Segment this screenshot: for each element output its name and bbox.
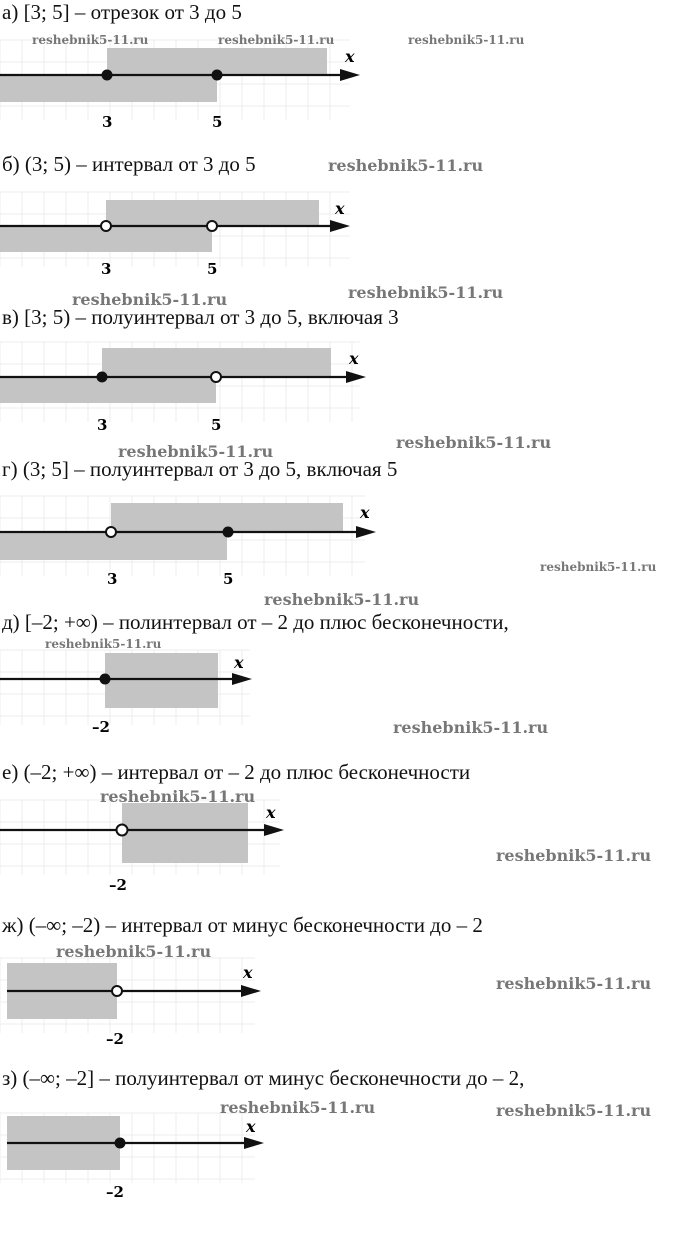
shade-region: [105, 653, 218, 708]
point-closed: [100, 674, 111, 685]
watermark: reshebnik5-11.ru: [496, 1101, 652, 1120]
point-closed: [102, 70, 113, 81]
axis-label: x: [335, 199, 345, 218]
watermark: reshebnik5-11.ru: [328, 156, 484, 175]
point-open: [106, 527, 116, 537]
item-heading: ж) (–∞; –2) – интервал от минус бесконечности до – 2: [2, 913, 483, 937]
axis-arrow: [356, 526, 376, 538]
point-open: [101, 221, 111, 231]
axis-label: x: [349, 349, 359, 368]
axis-label: x: [266, 803, 276, 822]
watermark: reshebnik5-11.ru: [45, 637, 162, 651]
watermark: reshebnik5-11.ru: [72, 290, 228, 309]
watermark: reshebnik5-11.ru: [348, 283, 504, 302]
watermark: reshebnik5-11.ru: [396, 433, 552, 452]
axis-arrow: [330, 220, 350, 232]
number-line-h: [0, 1113, 275, 1203]
point-open: [207, 221, 217, 231]
watermark: reshebnik5-11.ru: [496, 974, 652, 993]
watermark: reshebnik5-11.ru: [56, 942, 212, 961]
axis-arrow: [264, 824, 284, 836]
watermark: reshebnik5-11.ru: [218, 33, 335, 47]
tick-label: –2: [109, 876, 127, 894]
number-line-b: [0, 192, 370, 287]
watermark: reshebnik5-11.ru: [220, 1098, 376, 1117]
tick-label: 5: [223, 570, 234, 588]
item-heading: д) [–2; +∞) – полинтервал от – 2 до плюс бесконечности,: [2, 610, 509, 634]
watermark: reshebnik5-11.ru: [540, 560, 657, 574]
tick-label: 5: [212, 113, 223, 131]
watermark: reshebnik5-11.ru: [408, 33, 525, 47]
watermark: reshebnik5-11.ru: [100, 787, 256, 806]
tick-label: –2: [92, 718, 110, 736]
item-heading: б) (3; 5) – интервал от 3 до 5: [2, 152, 256, 176]
point-closed: [223, 527, 234, 538]
watermark: reshebnik5-11.ru: [32, 33, 149, 47]
number-line-d: [0, 496, 385, 596]
shade-below: [0, 377, 216, 403]
axis-label: x: [360, 503, 370, 522]
axis-arrow: [244, 1137, 264, 1149]
number-line-f: [0, 800, 300, 895]
point-closed: [97, 372, 108, 383]
tick-label: 3: [97, 416, 108, 434]
number-line-e: [0, 650, 270, 745]
tick-label: –2: [106, 1183, 124, 1201]
tick-label: 3: [102, 113, 113, 131]
axis-label: x: [246, 1117, 256, 1136]
shade-region: [122, 803, 248, 863]
item-heading: г) (3; 5] – полуинтервал от 3 до 5, включая 5: [2, 457, 398, 481]
tick-label: 3: [107, 570, 118, 588]
tick-label: 5: [211, 416, 222, 434]
point-closed: [115, 1138, 126, 1149]
watermark: reshebnik5-11.ru: [393, 718, 549, 737]
tick-label: –2: [106, 1030, 124, 1048]
point-open: [117, 825, 128, 836]
point-open: [211, 372, 221, 382]
item-heading: а) [3; 5] – отрезок от 3 до 5: [2, 0, 242, 24]
number-line-a: [0, 40, 370, 140]
axis-arrow: [241, 985, 261, 997]
axis-label: x: [234, 653, 244, 672]
tick-label: 3: [101, 260, 112, 278]
axis-label: x: [345, 47, 355, 66]
axis-arrow: [340, 69, 360, 81]
number-line-c: [0, 342, 380, 442]
axis-arrow: [346, 371, 366, 383]
number-line-g: [0, 958, 275, 1053]
tick-label: 5: [207, 260, 218, 278]
item-heading: е) (–2; +∞) – интервал от – 2 до плюс бесконечности: [2, 760, 471, 784]
axis-label: x: [243, 963, 253, 982]
watermark: reshebnik5-11.ru: [118, 442, 274, 461]
point-open: [112, 986, 122, 996]
watermark: reshebnik5-11.ru: [496, 846, 652, 865]
watermark: reshebnik5-11.ru: [264, 590, 420, 609]
point-closed: [212, 70, 223, 81]
item-heading: з) (–∞; –2] – полуинтервал от минус бесконечности до – 2,: [2, 1066, 525, 1090]
item-heading: в) [3; 5) – полуинтервал от 3 до 5, включая 3: [2, 305, 399, 329]
